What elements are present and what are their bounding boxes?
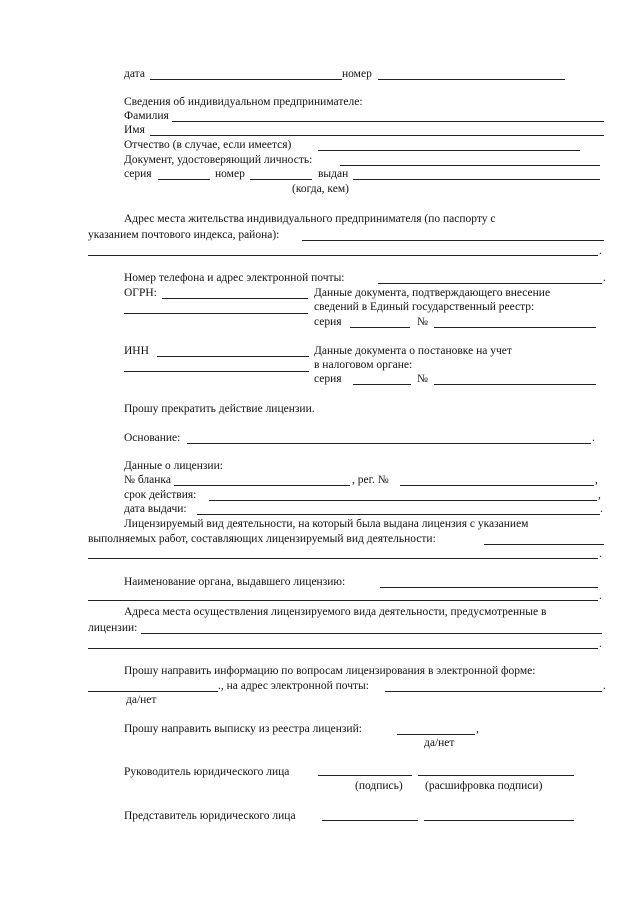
- blank-number-label: № бланка: [124, 474, 171, 486]
- phone-end-dot: .: [603, 272, 606, 284]
- surname-field[interactable]: [172, 121, 604, 122]
- passport-series-field[interactable]: [158, 179, 210, 180]
- extract-yes-no-hint: да/нет: [424, 737, 455, 749]
- issuer-label: Наименование органа, выдавшего лицензию:: [124, 576, 346, 588]
- entrepreneur-heading: Сведения об индивидуальном предпринимателе:: [124, 96, 363, 108]
- tax-series-field[interactable]: [353, 384, 411, 385]
- reg-number-label: , рег. №: [352, 474, 389, 486]
- address-field-2[interactable]: [88, 255, 598, 256]
- places-field-2[interactable]: [88, 648, 598, 649]
- ogrn-label: ОГРН:: [124, 287, 157, 299]
- tax-series-label: серия: [314, 373, 342, 385]
- ogrn-field-1[interactable]: [162, 298, 308, 299]
- reg-number-field[interactable]: [400, 485, 594, 486]
- phone-email-field[interactable]: [378, 283, 602, 284]
- issuer-field-2[interactable]: [88, 600, 598, 601]
- ogrn-field-2[interactable]: [124, 313, 308, 314]
- name-field[interactable]: [150, 135, 604, 136]
- validity-label: срок действия:: [124, 489, 197, 501]
- activity-end-dot: .: [599, 548, 602, 560]
- basis-label: Основание:: [124, 432, 181, 444]
- issue-date-field[interactable]: [197, 514, 600, 515]
- representative-decoding-field[interactable]: [424, 820, 574, 821]
- date-label: дата: [124, 68, 145, 80]
- places-text-line1: Адреса места осуществления лицензируемого вида деятельности, предусмотренные в: [124, 606, 547, 618]
- registry-no-label: №: [417, 316, 428, 328]
- inn-field-1[interactable]: [157, 356, 309, 357]
- validity-comma: ,: [598, 489, 601, 501]
- basis-field[interactable]: [187, 443, 591, 444]
- passport-number-field[interactable]: [250, 179, 312, 180]
- extract-comma: ,: [476, 723, 479, 735]
- patronymic-field[interactable]: [318, 150, 580, 151]
- head-signature-field[interactable]: [318, 775, 412, 776]
- registry-doc-label-2: сведений в Единый государственный реестр:: [314, 301, 535, 313]
- issued-by-label: выдан: [318, 168, 349, 180]
- registry-series-label: серия: [314, 316, 342, 328]
- registry-doc-label-1: Данные документа, подтверждающего внесение: [314, 287, 551, 299]
- extract-label: Прошу направить выписку из реестра лицензий:: [124, 723, 362, 735]
- issued-by-field[interactable]: [353, 179, 600, 180]
- issuer-end-dot: .: [599, 590, 602, 602]
- registry-series-field[interactable]: [350, 327, 410, 328]
- tax-doc-label-1: Данные документа о постановке на учет: [314, 345, 512, 357]
- validity-field[interactable]: [209, 500, 597, 501]
- head-decoding-field[interactable]: [418, 775, 574, 776]
- issuer-field-1[interactable]: [380, 587, 598, 588]
- address-text-line2: указанием почтового индекса, района):: [88, 229, 280, 241]
- patronymic-label: Отчество (в случае, если имеется): [124, 139, 292, 151]
- issue-date-end-dot: .: [600, 503, 603, 515]
- places-text-line2: лицензии:: [88, 622, 138, 634]
- date-field[interactable]: [150, 79, 342, 80]
- activity-text-line1: Лицензируемый вид деятельности, на который была выдана лицензия с указанием: [124, 518, 529, 530]
- address-field-1[interactable]: [302, 240, 604, 241]
- address-text-line1: Адрес места жительства индивидуального предпринимателя (по паспорту с: [124, 213, 496, 225]
- tax-no-field[interactable]: [434, 384, 596, 385]
- representative-label: Представитель юридического лица: [124, 810, 296, 822]
- number-field[interactable]: [378, 79, 565, 80]
- phone-email-label: Номер телефона и адрес электронной почты:: [124, 272, 345, 284]
- electronic-yes-no-field[interactable]: [88, 691, 218, 692]
- electronic-end-dot: .: [603, 680, 606, 692]
- blank-number-field[interactable]: [174, 485, 350, 486]
- activity-text-line2: выполняемых работ, составляющих лицензируемый вид деятельности:: [88, 533, 436, 545]
- registry-no-field[interactable]: [434, 327, 596, 328]
- id-document-label: Документ, удостоверяющий личность:: [124, 154, 313, 166]
- decoding-hint: (расшифровка подписи): [425, 780, 543, 792]
- head-label: Руководитель юридического лица: [124, 766, 290, 778]
- id-document-field[interactable]: [340, 165, 600, 166]
- issued-hint: (когда, кем): [292, 183, 349, 195]
- representative-signature-field[interactable]: [322, 820, 418, 821]
- address-end-dot: .: [599, 245, 602, 257]
- activity-field-1[interactable]: [484, 544, 604, 545]
- inn-field-2[interactable]: [124, 371, 309, 372]
- passport-number-label: номер: [215, 168, 245, 180]
- electronic-yes-no-hint: да/нет: [126, 694, 157, 706]
- name-label: Имя: [124, 124, 145, 136]
- surname-label: Фамилия: [124, 110, 169, 122]
- tax-no-label: №: [417, 373, 428, 385]
- electronic-text: Прошу направить информацию по вопросам лицензирования в электронной форме:: [124, 665, 536, 677]
- issue-date-label: дата выдачи:: [124, 503, 187, 515]
- places-field-1[interactable]: [141, 633, 602, 634]
- electronic-email-label: ., на адрес электронной почты:: [218, 680, 369, 692]
- activity-field-2[interactable]: [88, 558, 598, 559]
- extract-yes-no-field[interactable]: [397, 734, 475, 735]
- signature-hint: (подпись): [355, 780, 403, 792]
- license-heading: Данные о лицензии:: [124, 460, 223, 472]
- places-end-dot: .: [599, 638, 602, 650]
- electronic-email-field[interactable]: [385, 691, 602, 692]
- stop-license-text: Прошу прекратить действие лицензии.: [124, 403, 315, 415]
- number-label: номер: [342, 68, 372, 80]
- passport-series-label: серия: [124, 168, 152, 180]
- inn-label: ИНН: [124, 345, 149, 357]
- basis-end-dot: .: [592, 432, 595, 444]
- reg-number-comma: ,: [595, 474, 598, 486]
- tax-doc-label-2: в налоговом органе:: [314, 359, 413, 371]
